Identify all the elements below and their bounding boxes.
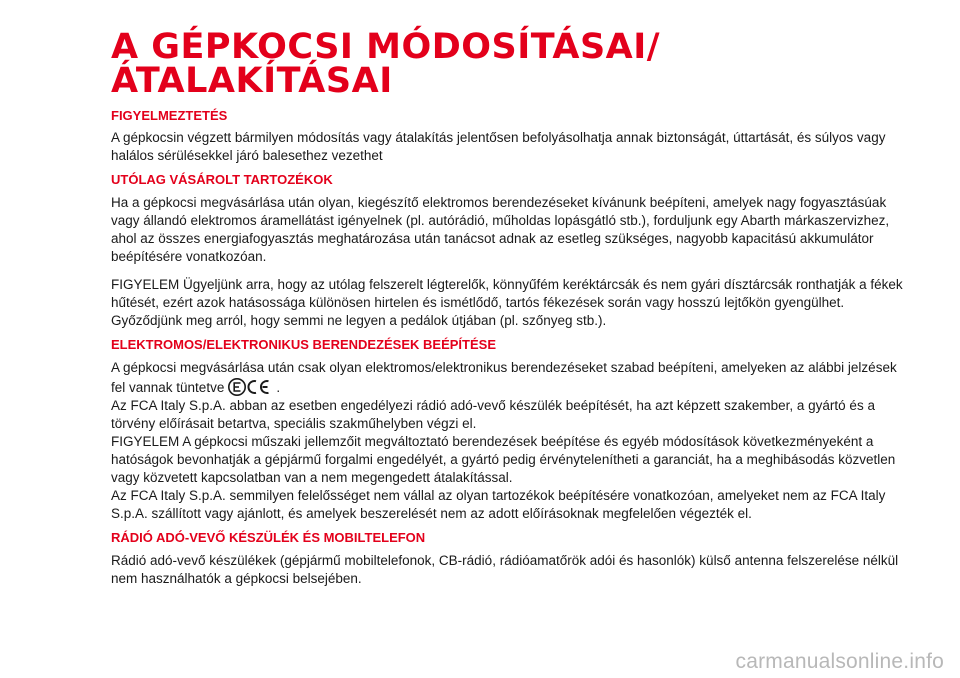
accessories-caution-text: FIGYELEM Ügyeljünk arra, hogy az utólag felszerelt légterelők, könnyűfém keréktárcsák és nem gyári dísztárcsák ronthatják a fékek hűtését, ezért azok hatásossága különösen hirtelen és ismétlődő, tartós fékezések során vagy hosszú lejtőkön gyengülhet. Győződjünk meg arról, hogy semmi ne legyen a pedálok útjában (pl. szőnyeg stb.). bbox=[111, 277, 903, 328]
warning-heading: FIGYELMEZTETÉS bbox=[111, 108, 228, 123]
electrical-text-after-marks: . bbox=[276, 380, 281, 395]
accessories-heading: UTÓLAG VÁSÁROLT TARTOZÉKOK bbox=[111, 172, 333, 187]
electrical-text bbox=[111, 359, 911, 397]
radio-heading: RÁDIÓ ADÓ-VEVŐ KÉSZÜLÉK ÉS MOBILTELEFON bbox=[111, 530, 426, 545]
electrical-liability-text: Az FCA Italy S.p.A. semmilyen felelősséget nem vállal az olyan tartozékok beépítésére vonatkozóan, amelyeket nem az FCA Italy S.p.A. szállított vagy ajánlott, és amelyek beszerelését nem az adott előírásoknak megfelelően végezték el. bbox=[111, 488, 886, 521]
document-page bbox=[111, 27, 911, 588]
watermark: carmanualsonline.info bbox=[735, 650, 944, 673]
electrical-caution-text: FIGYELEM A gépkocsi műszaki jellemzőit megváltoztató berendezések beépítése és egyéb módosítások következményeként a hatóságok bevonhatják a gépjármű forgalmi engedélyét, a gyártó pedig érvénytelenítheti a garanciát, ha a meghibásodás közvetlen vagy közvetett kapcsolatban van a nem megengedett átalakítással. bbox=[111, 434, 896, 485]
electrical-heading: ELEKTROMOS/ELEKTRONIKUS BERENDEZÉSEK BEÉPÍTÉSE bbox=[111, 337, 496, 352]
electrical-text-before-marks: A gépkocsi megvásárlása után csak olyan elektromos/elektronikus berendezéseket szabad beépíteni, amelyeken az alábbi jelzések fel vannak tüntetve bbox=[111, 360, 897, 395]
e-mark-and-ce-mark-icon bbox=[228, 377, 272, 397]
page-title bbox=[111, 27, 911, 101]
radio-text: Rádió adó-vevő készülékek (gépjármű mobiltelefonok, CB-rádió, rádióamatőrök adói és hasonlók) külső antenna felszerelése nélkül nem használhatók a gépkocsi belsejében. bbox=[111, 553, 899, 586]
accessories-text: Ha a gépkocsi megvásárlása után olyan, kiegészítő elektromos berendezéseket kívánunk beépíteni, amelyek nagy fogyasztásúak vagy állandó elektromos áramellátást igényelnek (pl. autórádió, műholdas lopásgátló stb.), forduljunk egy Abarth márkaszervizhez, ahol az összes energiafogyasztás meghatározása után tanácsot adnak az esetleg szükséges, nagyobb kapacitású akkumulátor beépítésére vonatkozóan. bbox=[111, 195, 890, 264]
electrical-installation-text: Az FCA Italy S.p.A. abban az esetben engedélyezi rádió adó-vevő készülék beépítését, ha azt képzett szakember, a gyártó és a törvény előírásait betartva, speciális szakműhelyben végzi el. bbox=[111, 398, 875, 431]
page-title-line-1: A GÉPKOCSI MÓDOSÍTÁSAI/ bbox=[111, 27, 661, 67]
warning-text: A gépkocsin végzett bármilyen módosítás vagy átalakítás jelentősen befolyásolhatja annak biztonságát, úttartását, és súlyos vagy halálos sérülésekkel járó balesethez vezethet bbox=[111, 130, 886, 163]
page-title-line-2: ÁTALAKÍTÁSAI bbox=[111, 61, 393, 101]
